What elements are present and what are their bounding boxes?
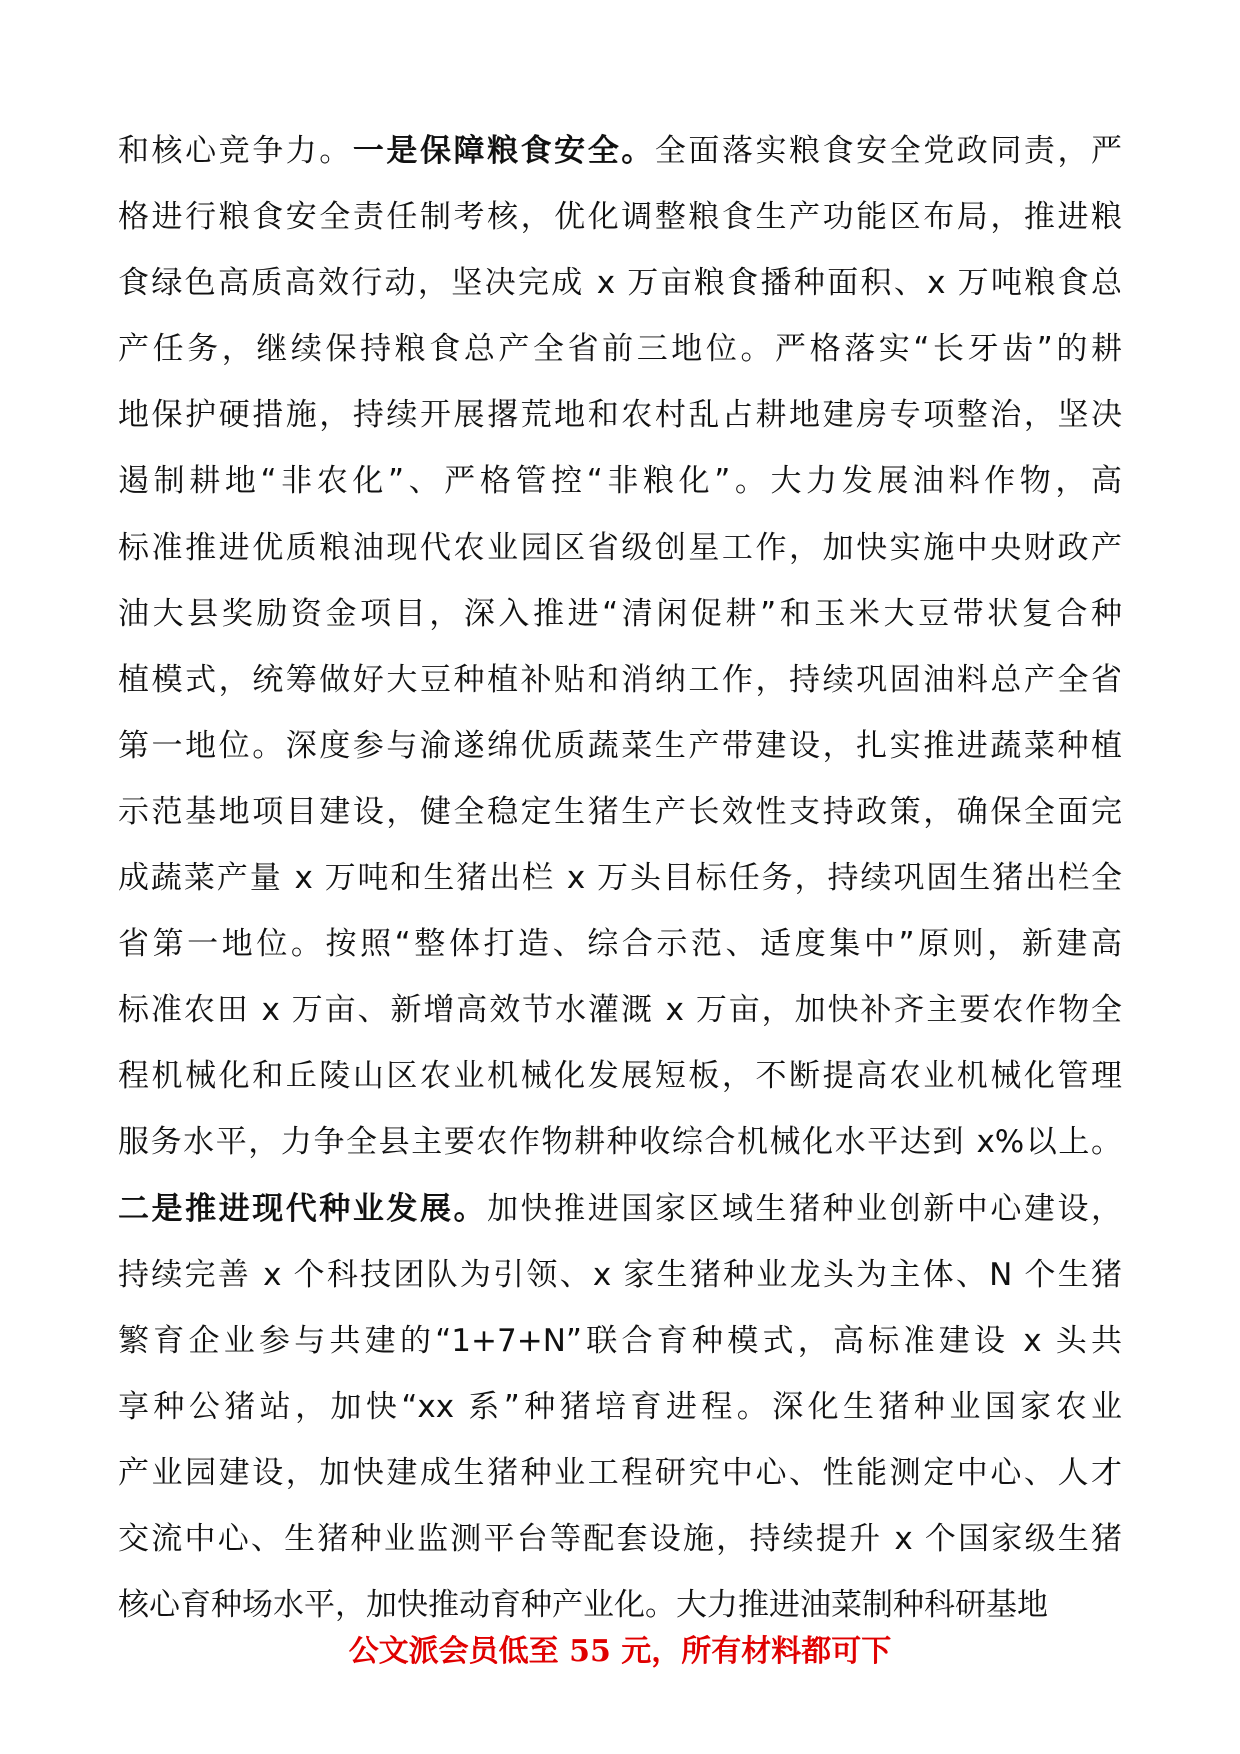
text-line bbox=[118, 977, 1122, 1043]
text-line bbox=[118, 1440, 1122, 1506]
text-line bbox=[118, 515, 1122, 581]
text-line bbox=[118, 448, 1122, 514]
text-line bbox=[118, 382, 1122, 448]
text-line bbox=[118, 647, 1122, 713]
text-line bbox=[118, 713, 1122, 779]
body-text bbox=[118, 118, 1122, 1638]
text-segment: 产任务，继续保持粮食总产全省前三地位。严格落实“长牙齿”的耕 bbox=[118, 331, 1122, 368]
text-segment: 遏制耕地“非农化”、严格管控“非粮化”。大力发展油料作物，高 bbox=[118, 463, 1122, 500]
text-segment: 全面落实粮食安全党政同责，严 bbox=[654, 133, 1123, 169]
text-segment: 食绿色高质高效行动，坚决完成 x 万亩粮食播种面积、x 万吨粮食总 bbox=[118, 265, 1122, 302]
bold-heading-text: 二是推进现代种业发展。 bbox=[118, 1190, 488, 1227]
text-line bbox=[118, 250, 1122, 316]
text-line bbox=[118, 316, 1122, 382]
text-segment: 繁育企业参与共建的“1+7+N”联合育种模式，高标准建设 x 头共 bbox=[118, 1322, 1122, 1359]
text-line bbox=[118, 1242, 1122, 1308]
text-line bbox=[118, 118, 1122, 184]
text-line bbox=[118, 911, 1122, 977]
text-segment: 标准推进优质粮油现代农业园区省级创星工作，加快实施中央财政产 bbox=[118, 529, 1122, 566]
text-line bbox=[118, 845, 1122, 911]
text-segment: 省第一地位。按照“整体打造、综合示范、适度集中”原则，新建高 bbox=[118, 926, 1122, 963]
text-segment: 交流中心、生猪种业监测平台等配套设施，持续提升 x 个国家级生猪 bbox=[118, 1520, 1122, 1557]
text-segment: 第一地位。深度参与渝遂绵优质蔬菜生产带建设，扎实推进蔬菜种植 bbox=[118, 727, 1122, 764]
text-line bbox=[118, 779, 1122, 845]
text-segment: 植模式，统筹做好大豆种植补贴和消纳工作，持续巩固油料总产全省 bbox=[118, 661, 1122, 698]
text-segment: 核心育种场水平，加快推动育种产业化。大力推进油菜制种科研基地 bbox=[118, 1587, 1048, 1624]
text-segment: 程机械化和丘陵山区农业机械化发展短板，不断提高农业机械化管理 bbox=[118, 1058, 1122, 1095]
text-segment: 加快推进国家区域生猪种业创新中心建设， bbox=[487, 1190, 1123, 1227]
text-line bbox=[118, 1506, 1122, 1572]
text-segment: 油大县奖励资金项目，深入推进“清闲促耕”和玉米大豆带状复合种 bbox=[118, 595, 1122, 632]
text-line bbox=[118, 184, 1122, 250]
text-segment: 格进行粮食安全责任制考核，优化调整粮食生产功能区布局，推进粮 bbox=[118, 199, 1122, 236]
text-segment: 成蔬菜产量 x 万吨和生猪出栏 x 万头目标任务，持续巩固生猪出栏全 bbox=[118, 860, 1122, 897]
text-line bbox=[118, 1043, 1122, 1109]
text-line bbox=[118, 1176, 1122, 1242]
text-line bbox=[118, 1374, 1122, 1440]
text-line bbox=[118, 581, 1122, 647]
text-line bbox=[118, 1308, 1122, 1374]
text-segment: 标准农田 x 万亩、新增高效节水灌溉 x 万亩，加快补齐主要农作物全 bbox=[118, 992, 1122, 1029]
text-segment: 产业园建设，加快建成生猪种业工程研究中心、性能测定中心、人才 bbox=[118, 1454, 1122, 1491]
text-segment: 持续完善 x 个科技团队为引领、x 家生猪种业龙头为主体、N 个生猪 bbox=[118, 1256, 1122, 1293]
text-segment: 示范基地项目建设，健全稳定生猪生产长效性支持政策，确保全面完 bbox=[118, 793, 1122, 830]
bold-heading-text: 一是保障粮食安全。 bbox=[352, 133, 655, 169]
text-segment: 和核心竞争力。 bbox=[118, 133, 353, 169]
text-segment: 享种公猪站，加快“xx 系”种猪培育进程。深化生猪种业国家农业 bbox=[118, 1388, 1122, 1425]
text-line bbox=[118, 1109, 1122, 1175]
text-segment: 服务水平，力争全县主要农作物耕种收综合机械化水平达到 x%以上。 bbox=[118, 1124, 1122, 1161]
promo-footer: 公文派会员低至 55 元，所有材料都可下 bbox=[348, 1634, 892, 1669]
text-segment: 地保护硬措施，持续开展撂荒地和农村乱占耕地建房专项整治，坚决 bbox=[118, 397, 1122, 434]
